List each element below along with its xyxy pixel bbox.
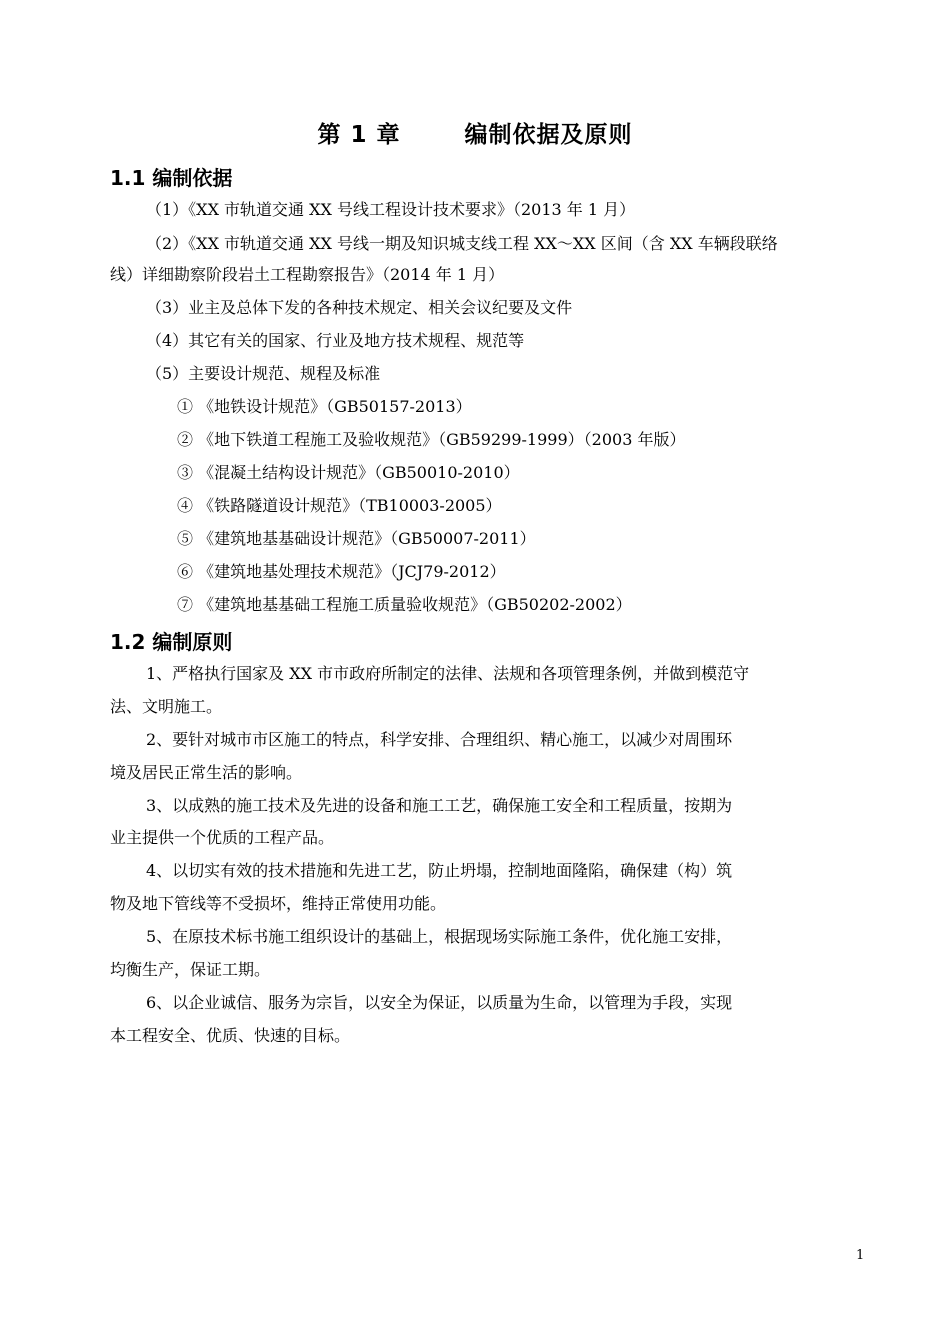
chapter-title <box>0 116 950 149</box>
principle-line: 3、以成熟的施工技术及先进的设备和施工工艺，确保施工安全和工程质量，按期为 <box>146 796 733 815</box>
principle-line: 业主提供一个优质的工程产品。 <box>110 828 335 847</box>
principle-line: 4、以切实有效的技术措施和先进工艺，防止坍塌，控制地面隆陷，确保建（构）筑 <box>146 861 733 880</box>
basis-item-continuation: 线）详细勘察阶段岩土工程勘察报告》（2014 年 1 月） <box>110 265 505 284</box>
principle-line: 5、在原技术标书施工组织设计的基础上，根据现场实际施工条件，优化施工安排， <box>146 927 733 946</box>
page-number: 1 <box>856 1248 865 1263</box>
principle-line: 均衡生产，保证工期。 <box>110 960 271 979</box>
standard-item: ⑥ 《建筑地基处理技术规范》（JCJ79-2012） <box>177 562 506 581</box>
basis-item: （4）其它有关的国家、行业及地方技术规程、规范等 <box>146 331 525 350</box>
standard-item: ② 《地下铁道工程施工及验收规范》（GB59299-1999）（2003 年版） <box>177 430 686 449</box>
basis-item: （5）主要设计规范、规程及标准 <box>146 364 381 383</box>
section-heading-1-1: 1.1 编制依据 <box>110 166 233 190</box>
standard-item: ④ 《铁路隧道设计规范》（TB10003-2005） <box>177 496 502 515</box>
principle-line: 境及居民正常生活的影响。 <box>110 763 303 782</box>
standard-item: ③ 《混凝土结构设计规范》（GB50010-2010） <box>177 463 520 482</box>
principle-line: 本工程安全、优质、快速的目标。 <box>110 1026 351 1045</box>
standard-item: ① 《地铁设计规范》（GB50157-2013） <box>177 397 472 416</box>
principle-line: 物及地下管线等不受损坏，维持正常使用功能。 <box>110 894 447 913</box>
principle-line: 6、以企业诚信、服务为宗旨，以安全为保证，以质量为生命，以管理为手段，实现 <box>146 993 733 1012</box>
basis-item: （1）《XX 市轨道交通 XX 号线工程设计技术要求》（2013 年 1 月） <box>146 200 636 219</box>
standard-item: ⑦ 《建筑地基基础工程施工质量验收规范》（GB50202-2002） <box>177 595 632 614</box>
basis-item: （2）《XX 市轨道交通 XX 号线一期及知识城支线工程 XX～XX 区间（含 XX 车辆段联络 <box>146 234 778 253</box>
basis-item: （3）业主及总体下发的各种技术规定、相关会议纪要及文件 <box>146 298 573 317</box>
chapter-number: 第 1 章 <box>317 122 401 148</box>
principle-line: 2、要针对城市市区施工的特点，科学安排、合理组织、精心施工，以减少对周围环 <box>146 730 733 749</box>
principle-line: 1、严格执行国家及 XX 市市政府所制定的法律、法规和各项管理条例，并做到模范守 <box>146 664 750 683</box>
chapter-heading: 编制依据及原则 <box>464 122 633 148</box>
principle-line: 法、文明施工。 <box>110 697 223 716</box>
section-heading-1-2: 1.2 编制原则 <box>110 630 233 654</box>
standard-item: ⑤ 《建筑地基基础设计规范》（GB50007-2011） <box>177 529 536 548</box>
